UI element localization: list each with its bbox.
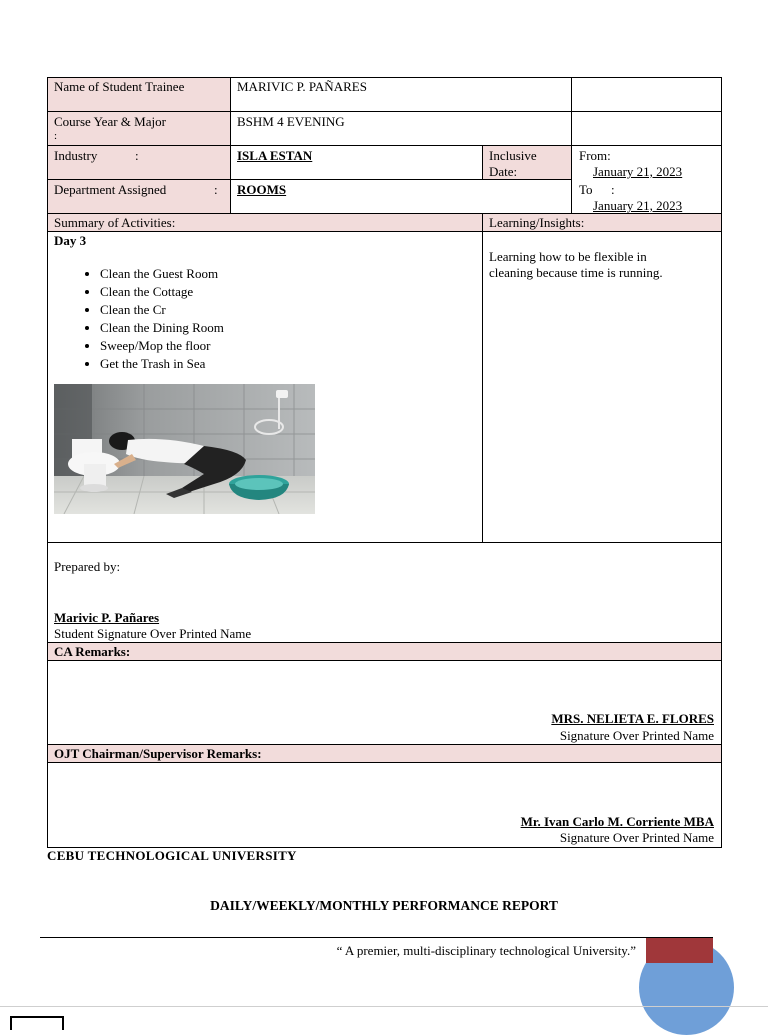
learning-header: Learning/Insights: (489, 215, 585, 230)
from-date: January 21, 2023 (593, 164, 683, 179)
trainee-value: MARIVIC P. PAÑARES (237, 79, 367, 94)
trainee-label: Name of Student Trainee (54, 79, 185, 94)
ca-header-fill (47, 643, 721, 660)
ca-signature-name: MRS. NELIETA E. FLORES (551, 711, 714, 726)
inclusive-label-1: Inclusive (489, 148, 537, 163)
ojt-signature-name: Mr. Ivan Carlo M. Corriente MBA (520, 814, 714, 829)
department-value: ROOMS (237, 182, 287, 197)
ojt-signature-caption: Signature Over Printed Name (559, 830, 714, 845)
activity-item: • Clean the Dining Room (100, 319, 224, 337)
next-page-logo-box (10, 1016, 64, 1030)
department-colon: : (214, 182, 218, 197)
report-title: DAILY/WEEKLY/MONTHLY PERFORMANCE REPORT (210, 898, 558, 913)
inclusive-label-2: Date: (489, 164, 518, 179)
learning-line-1: Learning how to be flexible in (489, 249, 647, 264)
from-label: From: (579, 148, 611, 163)
department-label: Department Assigned (54, 182, 167, 197)
to-label: To (579, 182, 593, 197)
university-motto: “ A premier, multi-disciplinary technological University.” (336, 943, 636, 958)
day-label: Day 3 (54, 233, 87, 248)
industry-colon: : (135, 148, 139, 163)
ojt-remarks-header: OJT Chairman/Supervisor Remarks: (54, 746, 262, 761)
trainee-signature-name: Marivic P. Pañares (54, 610, 160, 625)
activity-item: • Get the Trash in Sea (100, 355, 224, 373)
next-page-red-text (80, 1019, 130, 1024)
activity-item: • Clean the Cr (100, 301, 224, 319)
activity-list (54, 265, 224, 373)
summary-header: Summary of Activities: (54, 215, 176, 230)
course-value: BSHM 4 EVENING (237, 114, 345, 129)
activity-photo (54, 384, 315, 514)
industry-value: ISLA ESTAN (237, 148, 313, 163)
trainee-signature-caption: Student Signature Over Printed Name (54, 626, 252, 641)
page-bottom-divider (0, 1006, 768, 1007)
footer-divider (40, 937, 713, 938)
learning-line-2: cleaning because time is running. (489, 265, 663, 280)
activity-item: • Sweep/Mop the floor (100, 337, 224, 355)
to-colon: : (611, 182, 615, 197)
university-name: CEBU TECHNOLOGICAL UNIVERSITY (47, 848, 297, 863)
activity-item: • Clean the Cottage (100, 283, 224, 301)
industry-label: Industry (54, 148, 98, 163)
to-date: January 21, 2023 (593, 198, 683, 213)
course-colon: : (54, 130, 58, 142)
prepared-by-label: Prepared by: (54, 559, 121, 574)
course-label: Course Year & Major (54, 114, 166, 129)
ca-remarks-header: CA Remarks: (54, 644, 131, 659)
red-bar-decoration (646, 938, 713, 963)
activity-item: • Clean the Guest Room (100, 265, 224, 283)
ca-signature-caption: Signature Over Printed Name (559, 728, 714, 743)
